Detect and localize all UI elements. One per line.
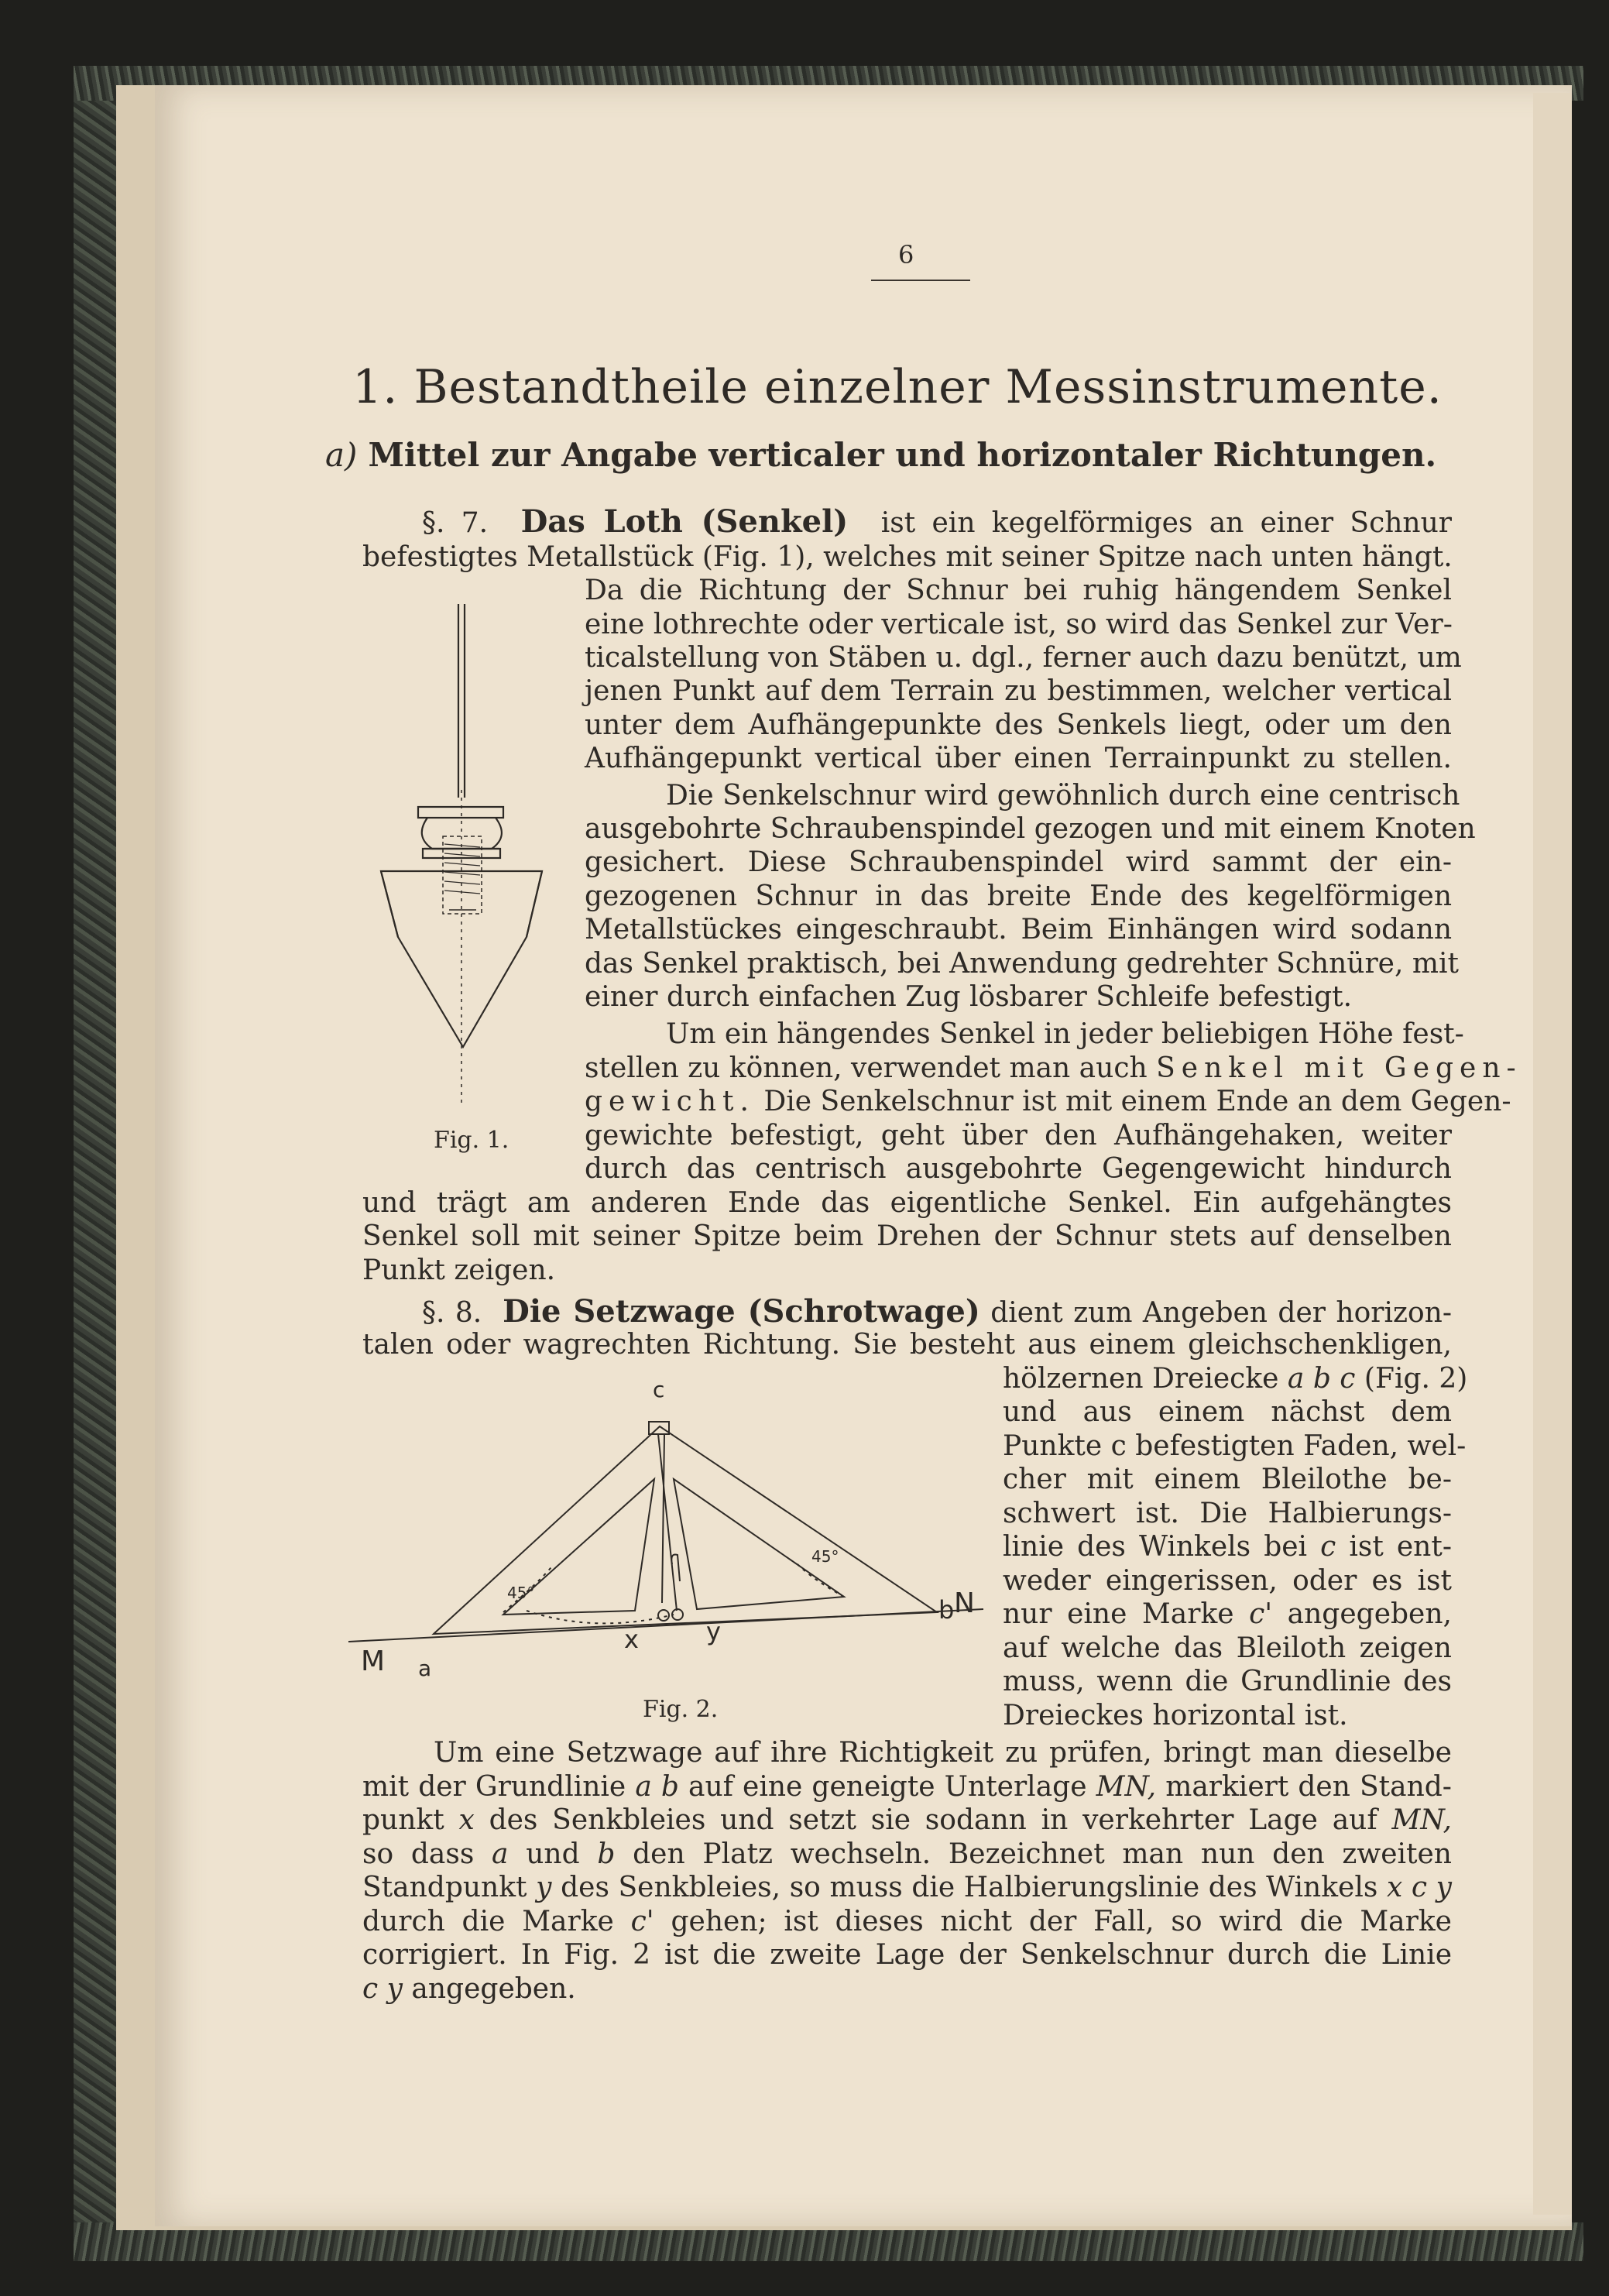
p8-line: Punkte c befestigten Faden, wel- bbox=[1003, 1430, 1467, 1462]
p7-line: gewicht. Die Senkelschnur ist mit einem Ende an dem Gegen- bbox=[585, 1086, 1511, 1117]
p7-line: Um ein hängendes Senkel in jeder beliebigen Höhe fest- bbox=[666, 1018, 1464, 1050]
fig2-label-N: N bbox=[954, 1587, 975, 1619]
p8-line: mit der Grundlinie a b auf eine geneigte Unterlage MN, markiert den Stand- bbox=[362, 1771, 1452, 1803]
p7-line: eine lothrechte oder verticale ist, so wird das Senkel zur Ver- bbox=[585, 609, 1453, 640]
p8-line: punkt x des Senkbleies und setzt sie sodann in verkehrter Lage auf MN, bbox=[362, 1804, 1452, 1836]
p8-line: corrigiert. In Fig. 2 ist die zweite Lage der Senkelschnur durch die Linie bbox=[362, 1939, 1452, 1971]
p7-line: gezogenen Schnur in das breite Ende des kegelförmigen bbox=[585, 880, 1452, 912]
p7-line: einer durch einfachen Zug lösbarer Schleife befestigt. bbox=[585, 981, 1353, 1013]
fig2-label-b: b bbox=[938, 1595, 955, 1625]
p8-line: durch die Marke c' gehen; ist dieses nicht der Fall, so wird die Marke bbox=[362, 1906, 1452, 1937]
p7-line: stellen zu können, verwendet man auch Senkel mit Gegen- bbox=[585, 1052, 1522, 1084]
p7-line: jenen Punkt auf dem Terrain zu bestimmen, welcher vertical bbox=[585, 675, 1452, 707]
fig2-label-c: c bbox=[653, 1377, 665, 1402]
section-title: Mittel zur Angabe verticaler und horizontaler Richtungen. bbox=[368, 436, 1437, 474]
p7-line: und trägt am anderen Ende das eigentliche Senkel. Ein aufgehängtes bbox=[362, 1187, 1452, 1219]
p8-line: nur eine Marke c' angegeben, bbox=[1003, 1598, 1452, 1630]
figure-2-setzwage bbox=[348, 1378, 991, 1696]
p8-line: muss, wenn die Grundlinie des bbox=[1003, 1666, 1452, 1697]
p7-line: das Senkel praktisch, bei Anwendung gedrehter Schnüre, mit bbox=[585, 948, 1459, 980]
section-label: a) bbox=[325, 436, 358, 474]
fig2-label-a: a bbox=[418, 1656, 432, 1681]
p8-line: so dass a und b den Platz wechseln. Bezeichnet man nun den zweiten bbox=[362, 1838, 1452, 1870]
page-number: 6 bbox=[898, 240, 914, 269]
p8-line: schwert ist. Die Halbierungs- bbox=[1003, 1498, 1452, 1529]
p8-line: c y angegeben. bbox=[362, 1973, 576, 2005]
p8-line: Dreieckes horizontal ist. bbox=[1003, 1700, 1348, 1731]
p7-line: befestigtes Metallstück (Fig. 1), welches mit seiner Spitze nach unten hängt. bbox=[362, 541, 1453, 573]
figure-1-caption: Fig. 1. bbox=[434, 1127, 509, 1154]
p7-line-1: §. 7. Das Loth (Senkel) ist ein kegelförmiges an einer Schnur bbox=[422, 503, 1453, 540]
p7-line: gesichert. Diese Schraubenspindel wird sammt der ein- bbox=[585, 846, 1452, 878]
p7-line: Senkel soll mit seiner Spitze beim Drehen der Schnur stets auf denselben bbox=[362, 1220, 1452, 1252]
p7-line: Die Senkelschnur wird gewöhnlich durch eine centrisch bbox=[666, 780, 1460, 812]
p7-line: Punkt zeigen. bbox=[362, 1254, 556, 1286]
p8-line: weder eingerissen, oder es ist bbox=[1003, 1565, 1452, 1597]
p7-line: unter dem Aufhängepunkte des Senkels liegt, oder um den bbox=[585, 709, 1452, 741]
page-number-rule bbox=[871, 280, 970, 281]
section-heading bbox=[325, 436, 1436, 474]
p7-line: Da die Richtung der Schnur bei ruhig hängendem Senkel bbox=[585, 575, 1452, 606]
p8-line: Um eine Setzwage auf ihre Richtigkeit zu prüfen, bringt man dieselbe bbox=[434, 1737, 1452, 1769]
p8-line: Standpunkt y des Senkbleies, so muss die Halbierungslinie des Winkels x c y bbox=[362, 1872, 1452, 1903]
p8-line: auf welche das Bleiloth zeigen bbox=[1003, 1632, 1452, 1664]
fig2-label-x: x bbox=[624, 1625, 639, 1654]
p8-line: und aus einem nächst dem bbox=[1003, 1396, 1452, 1428]
p8-line: talen oder wagrechten Richtung. Sie besteht aus einem gleichschenkligen, bbox=[362, 1329, 1452, 1361]
p7-line: gewichte befestigt, geht über den Aufhängehaken, weiter bbox=[585, 1120, 1452, 1151]
p7-line: ausgebohrte Schraubenspindel gezogen und mit einem Knoten bbox=[585, 813, 1476, 845]
fig2-label-M: M bbox=[361, 1646, 386, 1677]
p8-line: cher mit einem Bleilothe be- bbox=[1003, 1464, 1452, 1495]
p7-line: durch das centrisch ausgebohrte Gegengewicht hindurch bbox=[585, 1153, 1452, 1185]
chapter-title: 1. Bestandtheile einzelner Messinstrumente. bbox=[352, 360, 1443, 414]
p8-line-1: §. 8. Die Setzwage (Schrotwage) dient zum Angeben der horizon- bbox=[422, 1293, 1453, 1330]
figure-1-plumb-bob bbox=[372, 604, 573, 1115]
fig2-label-y: y bbox=[706, 1617, 721, 1646]
figure-2-caption: Fig. 2. bbox=[643, 1696, 719, 1723]
p7-line: Aufhängepunkt vertical über einen Terrainpunkt zu stellen. bbox=[585, 743, 1452, 774]
p8-line: hölzernen Dreiecke a b c (Fig. 2) bbox=[1003, 1363, 1468, 1395]
fig2-angle-right: 45° bbox=[811, 1547, 839, 1566]
p7-line: ticalstellung von Stäben u. dgl., ferner auch dazu benützt, um bbox=[585, 642, 1462, 674]
p8-line: linie des Winkels bei c ist ent- bbox=[1003, 1531, 1452, 1563]
p7-line: Metallstückes eingeschraubt. Beim Einhängen wird sodann bbox=[585, 914, 1452, 946]
fig2-angle-left: 45° bbox=[507, 1584, 535, 1602]
